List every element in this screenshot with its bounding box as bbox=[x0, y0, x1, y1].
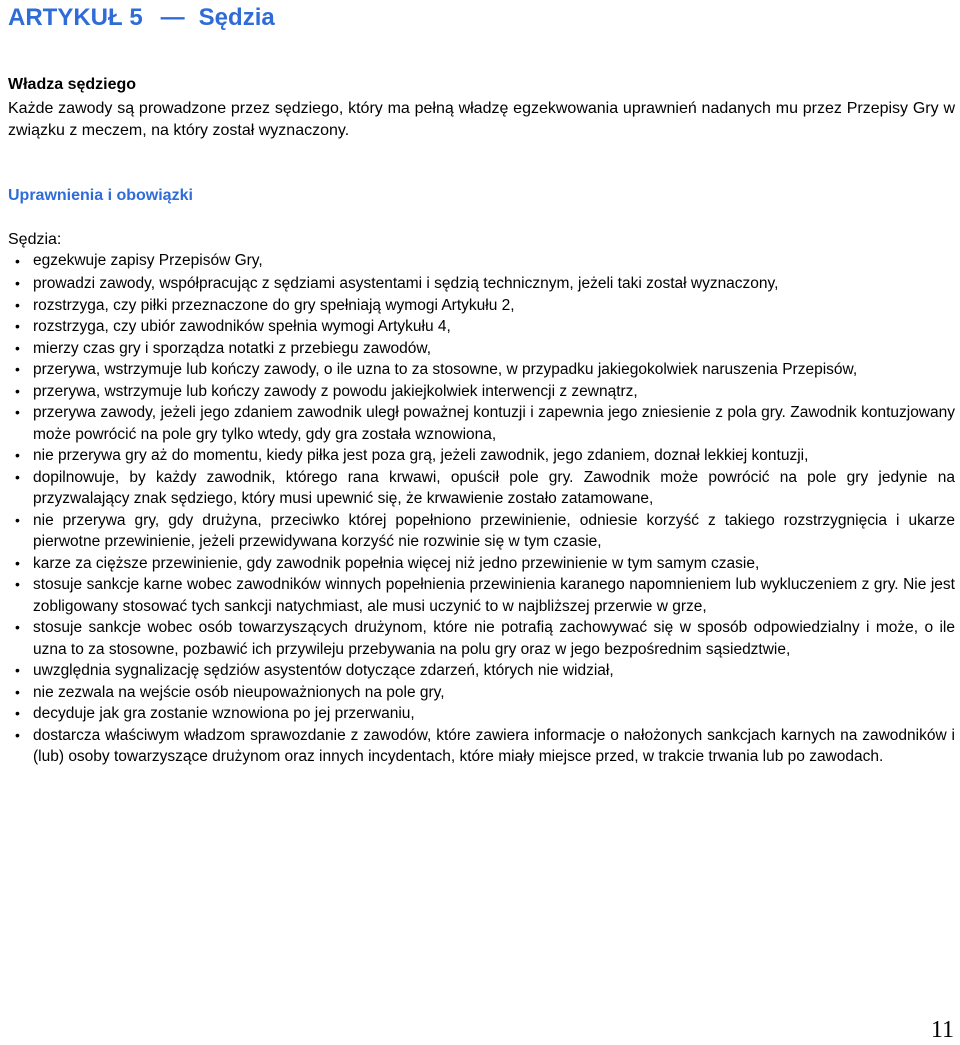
page-number: 11 bbox=[930, 1017, 954, 1043]
bullet-icon: • bbox=[15, 683, 20, 700]
bullet-icon: • bbox=[15, 511, 20, 528]
article-name: Sędzia bbox=[198, 4, 275, 31]
authority-heading: Władza sędziego bbox=[8, 76, 137, 93]
duty-item bbox=[8, 381, 955, 403]
duty-item bbox=[8, 660, 955, 682]
duties-list bbox=[8, 250, 955, 768]
authority-text: Każde zawody są prowadzone przez sędziego, który ma pełną władzę egzekwowania uprawnień nadanych mu przez Przepisy Gry w związku z meczem, na który został wyznaczony. bbox=[8, 100, 955, 139]
bullet-icon: • bbox=[15, 382, 20, 399]
duty-text: przerywa zawody, jeżeli jego zdaniem zawodnik uległ poważnej kontuzji i zapewnia jego zniesienie z pola gry. Zawodnik kontuzjowany może powrócić na pole gry tylko wtedy, gdy gra została wznowiona, bbox=[33, 404, 955, 443]
duty-text: stosuje sankcje karne wobec zawodników winnych popełnienia przewinienia karanego napomnieniem lub wykluczeniem z gry. Nie jest zobligowany stosować tych sankcji natychmiast, ale musi uczynić to w najbliższej przerwie w grze, bbox=[33, 576, 955, 615]
bullet-icon: • bbox=[15, 662, 20, 678]
duty-text: przerywa, wstrzymuje lub kończy zawody, o ile uzna to za stosowne, w przypadku jakiegokolwiek naruszenia Przepisów, bbox=[33, 361, 858, 378]
bullet-icon: • bbox=[15, 339, 20, 356]
duty-text: dostarcza właściwym władzom sprawozdanie z zawodów, które zawiera informacje o nałożonych sankcjach karnych na zawodników i (lub) osoby towarzyszące drużynom oraz innych incydentach, które miały miejsce przed, w trakcie trwania lub po zawodach. bbox=[33, 726, 955, 765]
duty-item bbox=[8, 359, 955, 381]
duty-text: rozstrzyga, czy ubiór zawodników spełnia wymogi Artykułu 4, bbox=[33, 318, 451, 335]
duty-text: nie zezwala na wejście osób nieupoważnionych na pole gry, bbox=[33, 683, 445, 701]
duty-text: stosuje sankcje wobec osób towarzyszących drużynom, które nie potrafią zachowywać się w sposób odpowiedzialny i może, o ile uzna to za stosowne, pozbawić ich przywileju przebywania na polu gry oraz w jego bezpośrednim sąsiedztwie, bbox=[33, 619, 955, 658]
duty-item bbox=[8, 703, 955, 725]
bullet-icon: • bbox=[15, 726, 20, 743]
bullet-icon: • bbox=[15, 705, 20, 721]
bullet-icon: • bbox=[15, 275, 20, 291]
article-number: ARTYKUŁ 5 bbox=[8, 4, 143, 31]
bullet-icon: • bbox=[15, 468, 20, 485]
duty-text: egzekwuje zapisy Przepisów Gry, bbox=[33, 252, 263, 269]
duty-item bbox=[8, 338, 955, 360]
duty-text: uwzględnia sygnalizację sędziów asystentów dotyczące zdarzeń, których nie widział, bbox=[33, 662, 614, 679]
duty-item bbox=[8, 445, 955, 467]
duty-item bbox=[8, 510, 955, 553]
duty-text: karze za cięższe przewinienie, gdy zawodnik popełnia więcej niż jedno przewinienie w tym samym czasie, bbox=[33, 554, 760, 572]
duty-item bbox=[8, 316, 955, 338]
bullet-icon: • bbox=[15, 361, 20, 377]
bullet-icon: • bbox=[15, 296, 20, 313]
duty-text: przerywa, wstrzymuje lub kończy zawody z powodu jakiejkolwiek interwencji z zewnątrz, bbox=[33, 382, 638, 400]
bullet-icon: • bbox=[15, 447, 20, 463]
duty-item bbox=[8, 574, 955, 617]
bullet-icon: • bbox=[15, 404, 20, 420]
duty-text: mierzy czas gry i sporządza notatki z przebiegu zawodów, bbox=[33, 339, 432, 357]
powers-heading: Uprawnienia i obowiązki bbox=[8, 187, 193, 204]
bullet-icon: • bbox=[15, 554, 20, 571]
duty-item bbox=[8, 682, 955, 704]
duty-item bbox=[8, 295, 955, 317]
duty-text: dopilnowuje, by każdy zawodnik, którego rana krwawi, opuścił pole gry. Zawodnik może powrócić na pole gry jedynie na przyzwalający znak sędziego, który musi upewnić się, że krwawienie zostało zatamowane, bbox=[33, 468, 955, 507]
duty-item bbox=[8, 250, 955, 272]
title-dash: — bbox=[160, 4, 185, 31]
duty-item bbox=[8, 617, 955, 660]
bullet-icon: • bbox=[15, 619, 20, 635]
duty-text: rozstrzyga, czy piłki przeznaczone do gry spełniają wymogi Artykułu 2, bbox=[33, 296, 515, 314]
duty-text: nie przerywa gry, gdy drużyna, przeciwko której popełniono przewinienie, odniesie korzyść z takiego rozstrzygnięcia i ukarze pierwotne przewinienie, jeżeli przewidywana korzyść nie rozwinie się w tym czasie, bbox=[33, 511, 955, 550]
duty-text: prowadzi zawody, współpracując z sędziami asystentami i sędzią technicznym, jeżeli taki został wyznaczony, bbox=[33, 275, 779, 292]
duty-item bbox=[8, 402, 955, 445]
duty-item bbox=[8, 273, 955, 295]
article-title bbox=[8, 4, 275, 32]
bullet-icon: • bbox=[15, 253, 20, 269]
role-label: Sędzia: bbox=[8, 231, 62, 248]
bullet-icon: • bbox=[15, 318, 20, 334]
duty-text: decyduje jak gra zostanie wznowiona po jej przerwaniu, bbox=[33, 705, 415, 722]
duty-text: nie przerywa gry aż do momentu, kiedy piłka jest poza grą, jeżeli zawodnik, jego zdaniem, doznał lekkiej kontuzji, bbox=[33, 447, 809, 464]
duty-item bbox=[8, 467, 955, 510]
bullet-icon: • bbox=[15, 576, 20, 592]
duty-item bbox=[8, 553, 955, 575]
duty-item bbox=[8, 725, 955, 768]
